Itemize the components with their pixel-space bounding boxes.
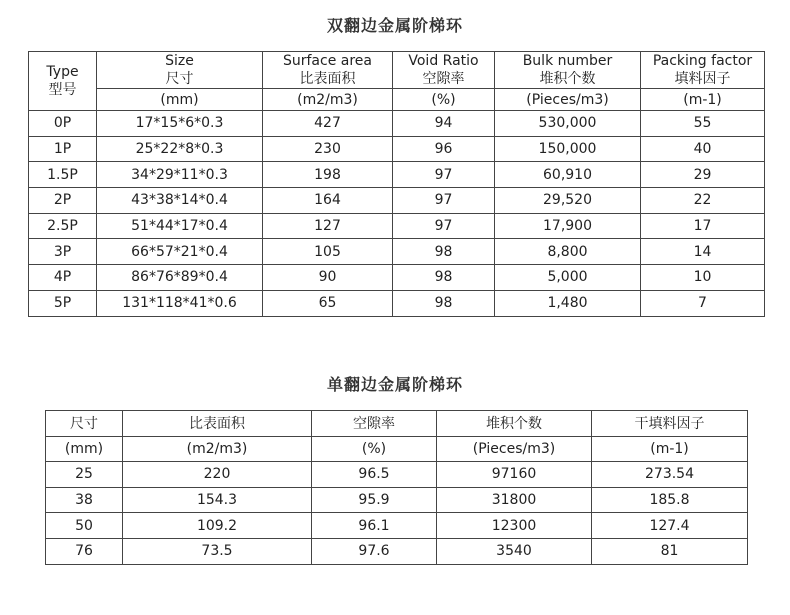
cell-surface-area: 220 <box>123 462 312 488</box>
cell-bulk-number: 1,480 <box>495 290 641 316</box>
cell-dry-packing-factor: 273.54 <box>592 462 748 488</box>
table-row <box>46 538 748 564</box>
cell-bulk-number: 97160 <box>437 462 592 488</box>
unit-surface-area: (m2/m3) <box>123 436 312 462</box>
unit-bulk: (Pieces/m3) <box>495 89 641 111</box>
cell-bulk-number: 5,000 <box>495 265 641 291</box>
table-row <box>46 487 748 513</box>
cell-surface-area: 109.2 <box>123 513 312 539</box>
table1-title: 双翻边金属阶梯环 <box>326 16 463 35</box>
table-row <box>29 239 765 265</box>
header-size <box>97 52 263 89</box>
header-bulk-cn: 堆积个数 <box>539 71 596 87</box>
header-void-cn: 空隙率 <box>422 71 465 87</box>
table-row <box>29 162 765 188</box>
cell-type: 5P <box>29 290 97 316</box>
unit-surface: (m2/m3) <box>263 89 393 111</box>
single-flange-step-ring-table <box>45 410 748 565</box>
table-row <box>29 265 765 291</box>
cell-bulk-number: 3540 <box>437 538 592 564</box>
unit-void: (%) <box>393 89 495 111</box>
header-bulk-number: 堆积个数 <box>437 411 592 437</box>
cell-void-ratio: 98 <box>393 290 495 316</box>
table-row <box>29 136 765 162</box>
cell-void-ratio: 96.5 <box>312 462 437 488</box>
unit-packing: (m-1) <box>641 89 765 111</box>
cell-bulk-number: 8,800 <box>495 239 641 265</box>
cell-packing-factor: 7 <box>641 290 765 316</box>
cell-void-ratio: 94 <box>393 111 495 137</box>
cell-size: 50 <box>46 513 123 539</box>
cell-size: 38 <box>46 487 123 513</box>
table1-body <box>29 111 765 317</box>
cell-size: 17*15*6*0.3 <box>97 111 263 137</box>
cell-packing-factor: 22 <box>641 188 765 214</box>
cell-surface-area: 127 <box>263 213 393 239</box>
header-void <box>393 52 495 89</box>
cell-type: 4P <box>29 265 97 291</box>
cell-type: 2P <box>29 188 97 214</box>
cell-surface-area: 65 <box>263 290 393 316</box>
unit-void-ratio: (%) <box>312 436 437 462</box>
header-void-en: Void Ratio <box>408 53 479 69</box>
cell-bulk-number: 530,000 <box>495 111 641 137</box>
cell-type: 1P <box>29 136 97 162</box>
unit-size: (mm) <box>46 436 123 462</box>
cell-size: 43*38*14*0.4 <box>97 188 263 214</box>
cell-void-ratio: 97.6 <box>312 538 437 564</box>
header-bulk <box>495 52 641 89</box>
header-surface-en: Surface area <box>282 53 372 69</box>
header-size-cn: 尺寸 <box>165 71 194 87</box>
header-void-ratio: 空隙率 <box>312 411 437 437</box>
cell-bulk-number: 12300 <box>437 513 592 539</box>
cell-type: 0P <box>29 111 97 137</box>
table-row <box>46 462 748 488</box>
cell-bulk-number: 31800 <box>437 487 592 513</box>
table-row <box>29 290 765 316</box>
header-type-en: Type <box>46 64 79 80</box>
cell-void-ratio: 97 <box>393 162 495 188</box>
cell-size: 86*76*89*0.4 <box>97 265 263 291</box>
header-packing <box>641 52 765 89</box>
cell-surface-area: 427 <box>263 111 393 137</box>
cell-void-ratio: 95.9 <box>312 487 437 513</box>
cell-surface-area: 230 <box>263 136 393 162</box>
table2-unit-row <box>46 436 748 462</box>
cell-packing-factor: 55 <box>641 111 765 137</box>
table-row <box>29 213 765 239</box>
unit-size: (mm) <box>97 89 263 111</box>
cell-void-ratio: 96.1 <box>312 513 437 539</box>
cell-surface-area: 154.3 <box>123 487 312 513</box>
cell-packing-factor: 14 <box>641 239 765 265</box>
cell-void-ratio: 97 <box>393 213 495 239</box>
table1-unit-row <box>29 89 765 111</box>
table1-header-row <box>29 52 765 89</box>
cell-surface-area: 73.5 <box>123 538 312 564</box>
cell-surface-area: 105 <box>263 239 393 265</box>
cell-void-ratio: 98 <box>393 265 495 291</box>
cell-size: 34*29*11*0.3 <box>97 162 263 188</box>
cell-size: 66*57*21*0.4 <box>97 239 263 265</box>
header-size-en: Size <box>165 53 194 69</box>
cell-type: 3P <box>29 239 97 265</box>
cell-type: 1.5P <box>29 162 97 188</box>
cell-packing-factor: 40 <box>641 136 765 162</box>
header-type <box>29 52 97 111</box>
cell-dry-packing-factor: 185.8 <box>592 487 748 513</box>
header-type-cn: 型号 <box>48 82 77 98</box>
cell-bulk-number: 17,900 <box>495 213 641 239</box>
cell-size: 131*118*41*0.6 <box>97 290 263 316</box>
cell-bulk-number: 29,520 <box>495 188 641 214</box>
table2-header-row <box>46 411 748 437</box>
header-surface <box>263 52 393 89</box>
cell-void-ratio: 97 <box>393 188 495 214</box>
cell-size: 25*22*8*0.3 <box>97 136 263 162</box>
cell-surface-area: 164 <box>263 188 393 214</box>
cell-type: 2.5P <box>29 213 97 239</box>
cell-void-ratio: 96 <box>393 136 495 162</box>
table2-body <box>46 462 748 564</box>
cell-size: 25 <box>46 462 123 488</box>
cell-dry-packing-factor: 127.4 <box>592 513 748 539</box>
cell-size: 76 <box>46 538 123 564</box>
cell-dry-packing-factor: 81 <box>592 538 748 564</box>
table2-title: 单翻边金属阶梯环 <box>326 375 463 394</box>
cell-void-ratio: 98 <box>393 239 495 265</box>
double-flange-step-ring-table <box>28 51 765 317</box>
table-row <box>46 513 748 539</box>
unit-dry-packing-factor: (m-1) <box>592 436 748 462</box>
cell-packing-factor: 29 <box>641 162 765 188</box>
header-surface-cn: 比表面积 <box>299 71 356 87</box>
header-dry-packing-factor: 干填料因子 <box>592 411 748 437</box>
cell-bulk-number: 60,910 <box>495 162 641 188</box>
cell-bulk-number: 150,000 <box>495 136 641 162</box>
header-packing-en: Packing factor <box>652 53 753 69</box>
cell-surface-area: 90 <box>263 265 393 291</box>
unit-bulk-number: (Pieces/m3) <box>437 436 592 462</box>
header-surface-area: 比表面积 <box>123 411 312 437</box>
cell-packing-factor: 17 <box>641 213 765 239</box>
cell-packing-factor: 10 <box>641 265 765 291</box>
header-packing-cn: 填料因子 <box>674 71 731 87</box>
header-bulk-en: Bulk number <box>522 53 613 69</box>
table-row <box>29 188 765 214</box>
cell-surface-area: 198 <box>263 162 393 188</box>
cell-size: 51*44*17*0.4 <box>97 213 263 239</box>
table-row <box>29 111 765 137</box>
header-size: 尺寸 <box>46 411 123 437</box>
